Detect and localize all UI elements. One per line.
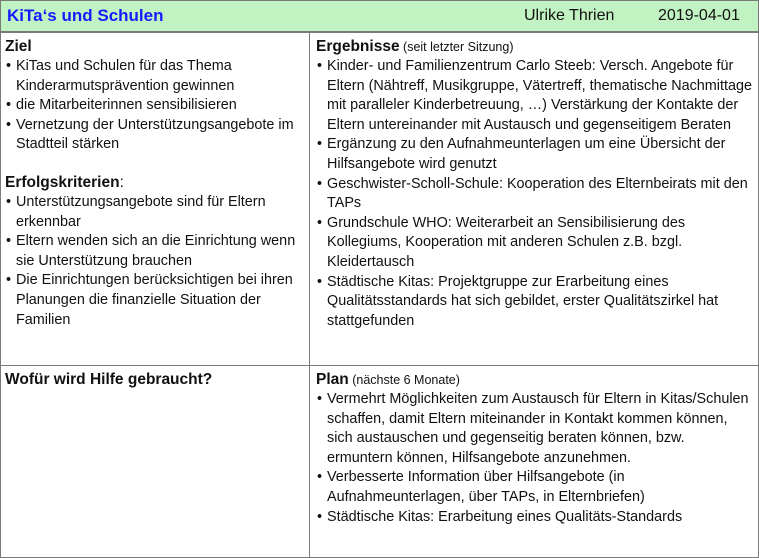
plan-list	[316, 390, 754, 527]
ziel-cell	[0, 32, 310, 366]
erfolgskriterien-title: Erfolgskriterien	[5, 173, 120, 191]
hilfe-title: Wofür wird Hilfe gebraucht?	[5, 371, 213, 388]
report-date: 2019-04-01	[658, 7, 740, 24]
erfolgskriterien-list	[5, 193, 305, 330]
erfolgskriterien-colon: :	[119, 173, 124, 191]
list-item: • Vernetzung der Unterstützungsangebote im Stadtteil stärken	[5, 116, 305, 155]
ziel-title: Ziel	[5, 38, 32, 55]
plan-title: Plan	[316, 371, 349, 388]
list-item: • Geschwister-Scholl-Schule: Kooperation des Elternbeirats mit den TAPs	[316, 175, 754, 214]
ergebnisse-note: (seit letzter Sitzung)	[399, 40, 514, 54]
list-item: • Vermehrt Möglichkeiten zum Austausch für Eltern in Kitas/Schulen schaffen, damit Eltern miteinander in Kontakt kommen können, sich austauschen und gegenseitig beraten können, bzw. ermuntern können, Hilfsangebote anzunehmen.	[316, 390, 754, 468]
list-item: • die Mitarbeiterinnen sensibilisieren	[5, 96, 305, 116]
page-title: KiTa‘s und Schulen	[7, 6, 164, 25]
list-item: • Unterstützungsangebote sind für Eltern erkennbar	[5, 193, 305, 232]
list-item: • Ergänzung zu den Aufnahmeunterlagen um eine Übersicht der Hilfsangebote wird genutzt	[316, 135, 754, 174]
ziel-list	[5, 57, 305, 155]
list-item: • Die Einrichtungen berücksichtigen bei ihren Planungen die finanzielle Situation der Familien	[5, 271, 305, 330]
plan-cell	[309, 365, 759, 558]
hilfe-cell	[0, 365, 310, 558]
header-bar	[0, 0, 759, 32]
list-item: • Verbesserte Information über Hilfsangebote (in Aufnahmeunterlagen, über TAPs, in Elternbriefen)	[316, 468, 754, 507]
plan-note: (nächste 6 Monate)	[348, 373, 460, 387]
list-item: • Städtische Kitas: Erarbeitung eines Qualitäts-Standards	[316, 508, 754, 528]
plan-heading	[316, 370, 754, 390]
ergebnisse-list	[316, 57, 754, 331]
list-item: • Kinder- und Familienzentrum Carlo Steeb: Versch. Angebote für Eltern (Nähtreff, Musikgruppe, Vätertreff, thematische Nachmittage mit paralleler Kinderbetreuung, …) Verstärkung der Kontakte der Eltern untereinander mit Austausch und gegenseitigem Beraten	[316, 57, 754, 135]
list-item: • KiTas und Schulen für das Thema Kinderarmutsprävention gewinnen	[5, 57, 305, 96]
author-name: Ulrike Thrien	[524, 7, 615, 24]
list-item: • Eltern wenden sich an die Einrichtung wenn sie Unterstützung brauchen	[5, 232, 305, 271]
erfolgskriterien-heading	[5, 173, 305, 193]
ergebnisse-heading	[316, 37, 754, 57]
list-item: • Grundschule WHO: Weiterarbeit an Sensibilisierung des Kollegiums, Kooperation mit anderen Schulen z.B. bzgl. Kleidertausch	[316, 214, 754, 273]
ergebnisse-title: Ergebnisse	[316, 38, 400, 55]
list-item: • Städtische Kitas: Projektgruppe zur Erarbeitung eines Qualitätsstandards hat sich gebildet, erster Qualitätszirkel hat stattgefunden	[316, 273, 754, 332]
ergebnisse-cell	[309, 32, 759, 366]
report-grid	[0, 32, 759, 558]
